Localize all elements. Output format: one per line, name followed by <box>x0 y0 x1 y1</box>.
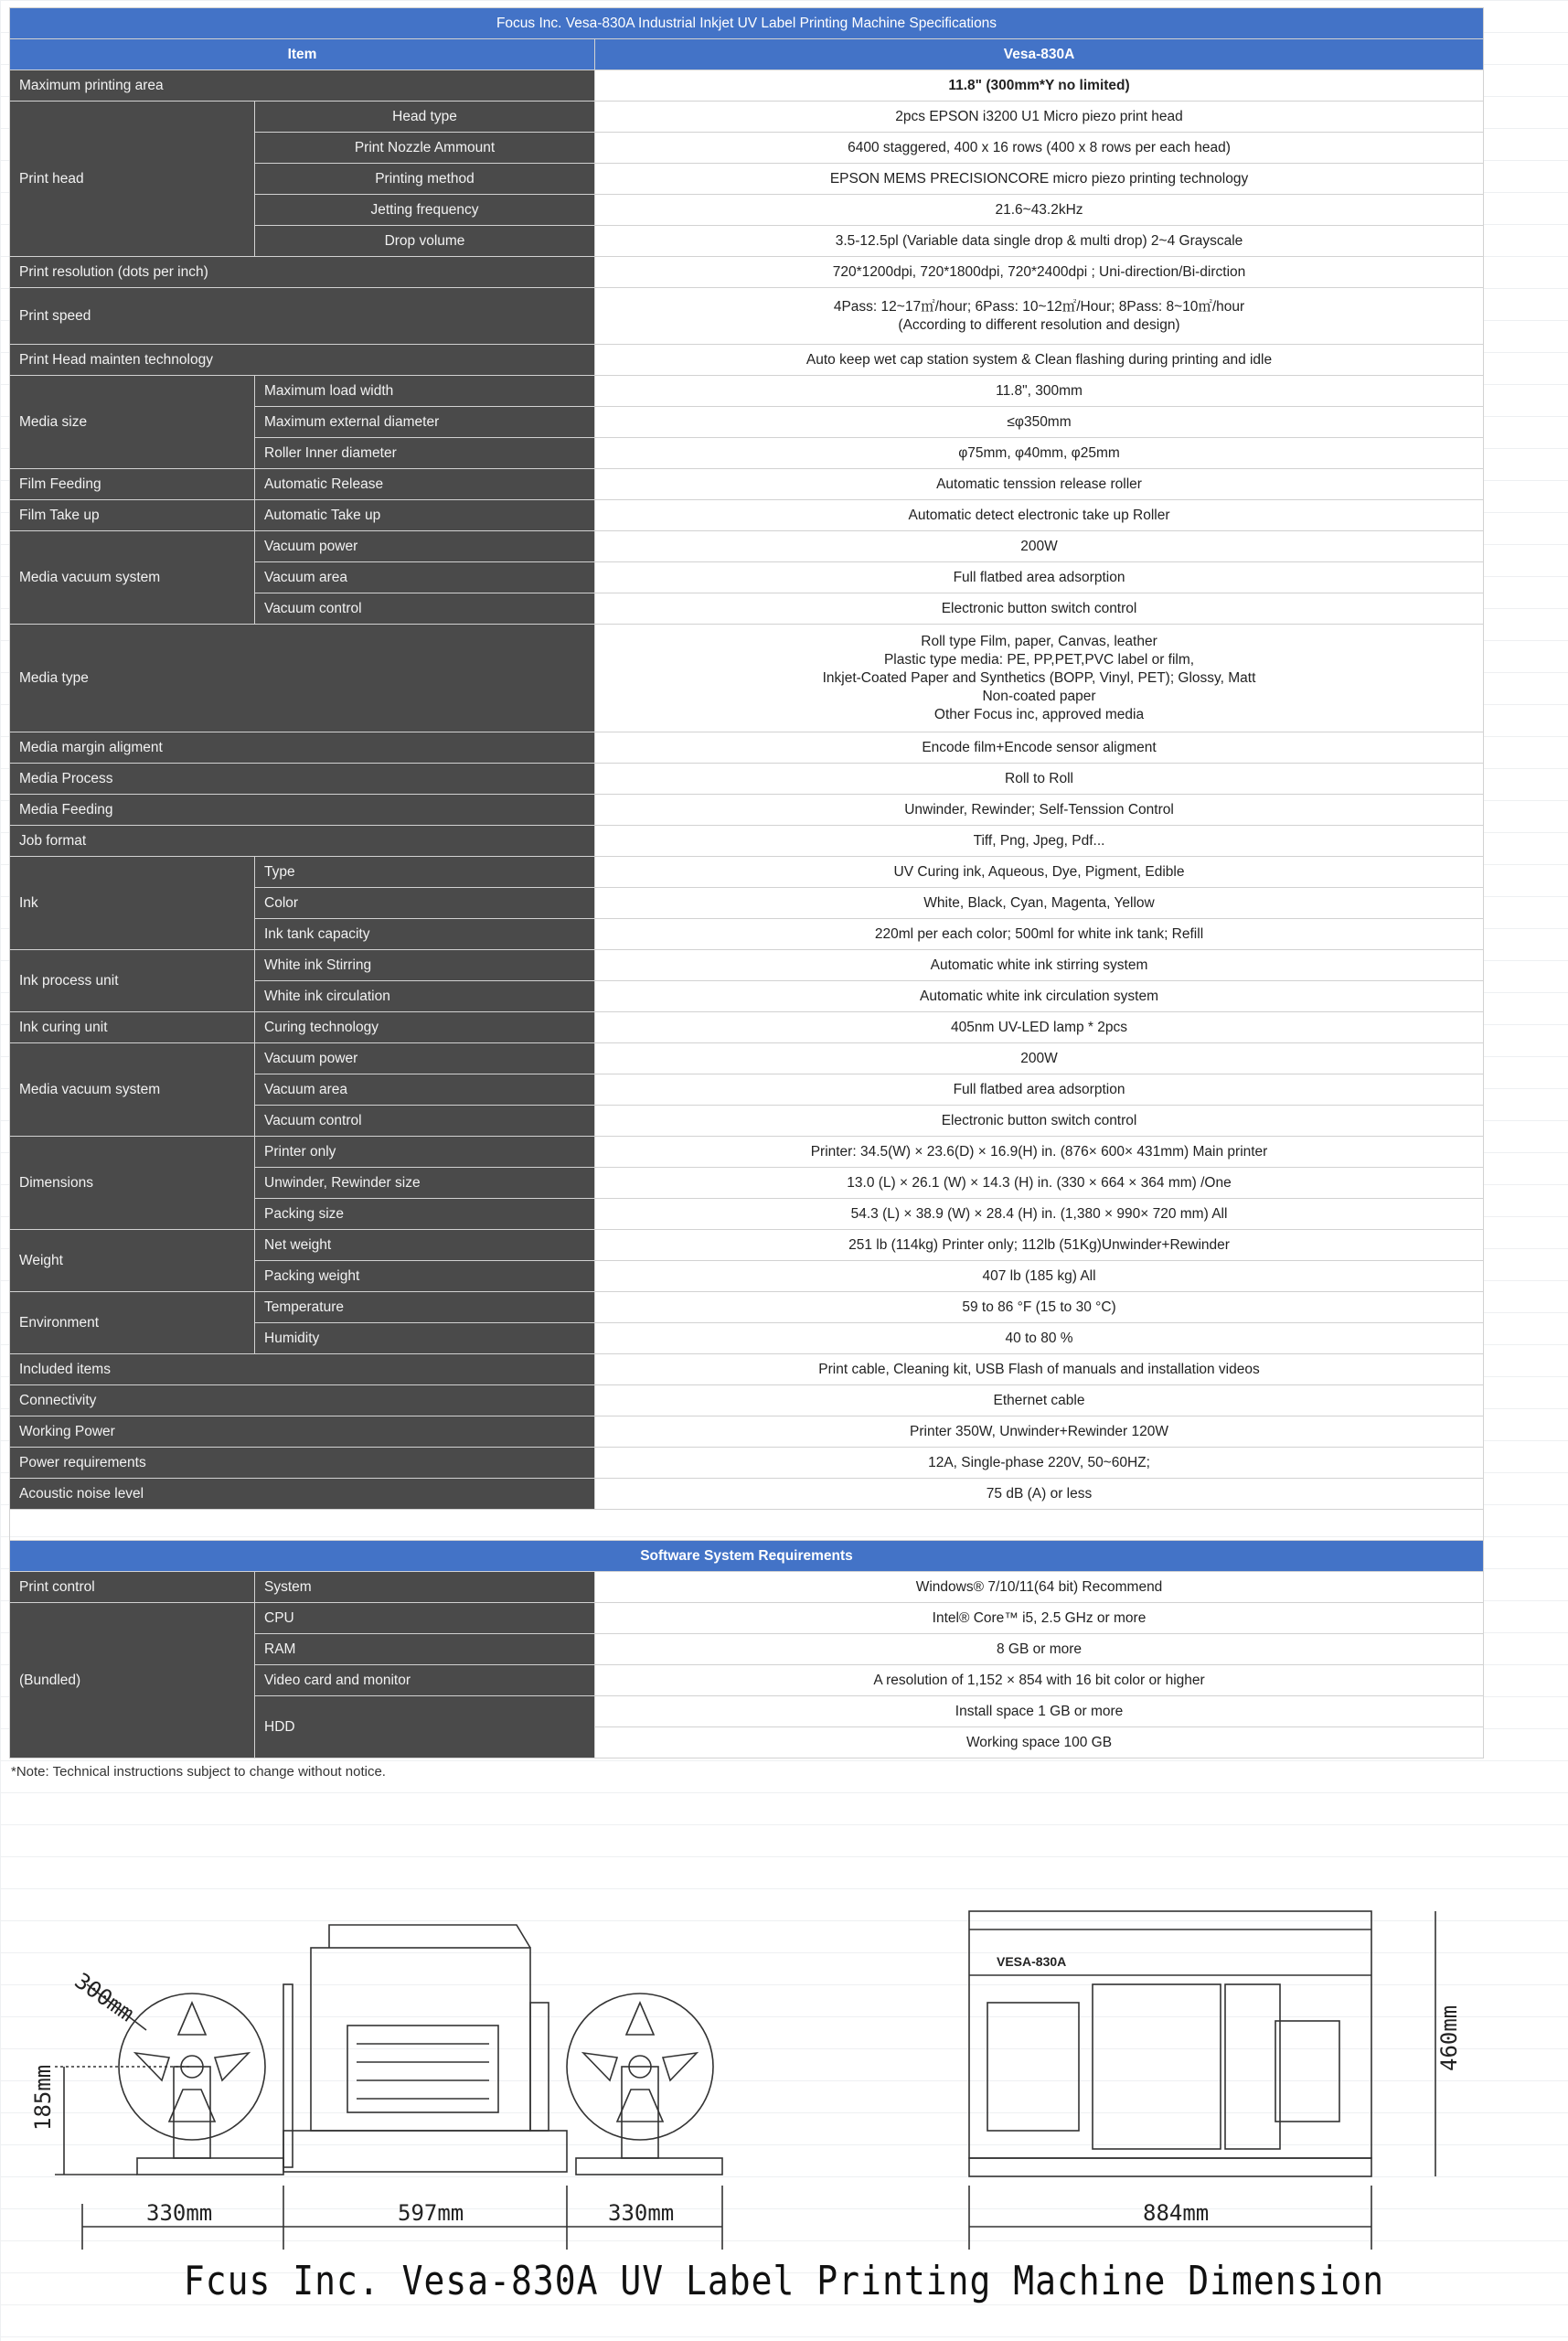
diameter-label: 300mm <box>69 1967 139 2027</box>
header-row <box>10 39 1484 70</box>
table-row <box>10 1603 1484 1634</box>
table-row <box>10 500 1484 531</box>
table-row <box>10 1448 1484 1479</box>
table-row <box>10 288 1484 345</box>
row-label: Media size <box>10 376 255 469</box>
value-cell: A resolution of 1,152 × 854 with 16 bit color or higher <box>595 1665 1484 1696</box>
spec-table <box>9 7 1484 1758</box>
value-cell: Roll to Roll <box>595 764 1484 795</box>
value-cell: ≤φ350mm <box>595 407 1484 438</box>
value-cell: White, Black, Cyan, Magenta, Yellow <box>595 888 1484 919</box>
value-cell: 2pcs EPSON i3200 U1 Micro piezo print head <box>595 102 1484 133</box>
value-cell: 720*1200dpi, 720*1800dpi, 720*2400dpi ; Uni-direction/Bi-dirction <box>595 257 1484 288</box>
value-line: Non-coated paper <box>982 688 1096 704</box>
right-width-label: 330mm <box>608 2200 675 2226</box>
row-label: (Bundled) <box>10 1603 255 1758</box>
sub-label: Roller Inner diameter <box>255 438 595 469</box>
value-cell: 8 GB or more <box>595 1634 1484 1665</box>
table-row <box>10 857 1484 888</box>
sub-label: Jetting frequency <box>255 195 595 226</box>
row-label: Print resolution (dots per inch) <box>10 257 595 288</box>
spacer-row <box>10 1510 1484 1541</box>
sub-label: Type <box>255 857 595 888</box>
value-cell: EPSON MEMS PRECISIONCORE micro piezo printing technology <box>595 164 1484 195</box>
sub-label: Temperature <box>255 1292 595 1323</box>
value-cell: Printer 350W, Unwinder+Rewinder 120W <box>595 1416 1484 1448</box>
value-line: Roll type Film, paper, Canvas, leather <box>921 633 1157 649</box>
sub-label: Packing size <box>255 1199 595 1230</box>
value-cell: 405nm UV-LED lamp * 2pcs <box>595 1012 1484 1043</box>
value-cell: 11.8", 300mm <box>595 376 1484 407</box>
software-header-row <box>10 1541 1484 1572</box>
value-cell: Install space 1 GB or more <box>595 1696 1484 1727</box>
value-cell: 3.5-12.5pl (Variable data single drop & multi drop) 2~4 Grayscale <box>595 226 1484 257</box>
model-plate-label: VESA-830A <box>997 1954 1067 1969</box>
row-label: Power requirements <box>10 1448 595 1479</box>
table-row <box>10 345 1484 376</box>
row-label: Media margin aligment <box>10 732 595 764</box>
row-label: Media Feeding <box>10 795 595 826</box>
row-label: Print Head mainten technology <box>10 345 595 376</box>
row-label: Connectivity <box>10 1385 595 1416</box>
table-row <box>10 1479 1484 1510</box>
sub-label: Humidity <box>255 1323 595 1354</box>
sub-label: Unwinder, Rewinder size <box>255 1168 595 1199</box>
value-cell: Electronic button switch control <box>595 1106 1484 1137</box>
value-cell: Working space 100 GB <box>595 1727 1484 1758</box>
value-cell: Automatic detect electronic take up Roller <box>595 500 1484 531</box>
row-label: Weight <box>10 1230 255 1292</box>
value-cell: 12A, Single-phase 220V, 50~60HZ; <box>595 1448 1484 1479</box>
footnote: *Note: Technical instructions subject to change without notice. <box>11 1764 386 1780</box>
table-row <box>10 1572 1484 1603</box>
table-row <box>10 625 1484 732</box>
row-label: Media vacuum system <box>10 531 255 625</box>
value-line: Other Focus inc, approved media <box>933 706 1145 722</box>
value-cell: 13.0 (L) × 26.1 (W) × 14.3 (H) in. (330 × 664 × 364 mm) /One <box>595 1168 1484 1199</box>
value-cell: 251 lb (114kg) Printer only; 112lb (51Kg)Unwinder+Rewinder <box>595 1230 1484 1261</box>
row-label: Print control <box>10 1572 255 1603</box>
value-cell: Full flatbed area adsorption <box>595 562 1484 593</box>
spec-sheet <box>9 7 1483 1790</box>
value-line: Inkjet-Coated Paper and Synthetics (BOPP, Vinyl, PET); Glossy, Matt <box>822 669 1256 686</box>
sub-label: Printing method <box>255 164 595 195</box>
sub-label: Vacuum power <box>255 1043 595 1074</box>
value-line: 4Pass: 12~17㎡/hour; 6Pass: 10~12㎡/Hour; 8Pass: 8~10㎡/hour <box>833 298 1245 315</box>
value-cell: 40 to 80 % <box>595 1323 1484 1354</box>
front-height-label: 460mm <box>1436 2004 1462 2071</box>
table-row <box>10 950 1484 981</box>
front-labels <box>997 1954 1462 2226</box>
sub-label: White ink Stirring <box>255 950 595 981</box>
table-row <box>10 732 1484 764</box>
sub-label: White ink circulation <box>255 981 595 1012</box>
value-cell: 200W <box>595 531 1484 562</box>
value-cell: Encode film+Encode sensor aligment <box>595 732 1484 764</box>
table-row <box>10 102 1484 133</box>
value-cell <box>595 625 1484 732</box>
row-label: Included items <box>10 1354 595 1385</box>
sub-label: Vacuum area <box>255 1074 595 1106</box>
value-cell: 200W <box>595 1043 1484 1074</box>
value-cell: 407 lb (185 kg) All <box>595 1261 1484 1292</box>
value-cell: Tiff, Png, Jpeg, Pdf... <box>595 826 1484 857</box>
dimension-svg <box>9 1884 1483 2268</box>
table-row <box>10 1137 1484 1168</box>
value-cell: Print cable, Cleaning kit, USB Flash of manuals and installation videos <box>595 1354 1484 1385</box>
row-label: Acoustic noise level <box>10 1479 595 1510</box>
row-label: Working Power <box>10 1416 595 1448</box>
sub-label: Video card and monitor <box>255 1665 595 1696</box>
row-label: Film Take up <box>10 500 255 531</box>
sub-label: HDD <box>255 1696 595 1758</box>
value-cell: Full flatbed area adsorption <box>595 1074 1484 1106</box>
sub-label: Maximum external diameter <box>255 407 595 438</box>
table-row <box>10 1043 1484 1074</box>
row-label: Job format <box>10 826 595 857</box>
value-cell: Unwinder, Rewinder; Self-Tenssion Control <box>595 795 1484 826</box>
value-cell: Automatic tenssion release roller <box>595 469 1484 500</box>
table-row <box>10 376 1484 407</box>
table-row <box>10 795 1484 826</box>
row-label: Media vacuum system <box>10 1043 255 1137</box>
value-cell: Windows® 7/10/11(64 bit) Recommend <box>595 1572 1484 1603</box>
sub-label: Vacuum area <box>255 562 595 593</box>
spacer <box>10 1510 1484 1541</box>
value-cell: 75 dB (A) or less <box>595 1479 1484 1510</box>
sub-label: Automatic Take up <box>255 500 595 531</box>
sub-label: Packing weight <box>255 1261 595 1292</box>
value-cell: 59 to 86 °F (15 to 30 °C) <box>595 1292 1484 1323</box>
front-width-label: 884mm <box>1143 2200 1210 2226</box>
table-row <box>10 531 1484 562</box>
software-title: Software System Requirements <box>10 1541 1484 1572</box>
value-cell: 54.3 (L) × 38.9 (W) × 28.4 (H) in. (1,380 × 990× 720 mm) All <box>595 1199 1484 1230</box>
sub-label: Maximum load width <box>255 376 595 407</box>
table-row <box>10 469 1484 500</box>
mid-width-label: 597mm <box>398 2200 464 2226</box>
sub-label: Head type <box>255 102 595 133</box>
table-row <box>10 764 1484 795</box>
value-line: (According to different resolution and design) <box>898 316 1180 333</box>
row-label: Ink process unit <box>10 950 255 1012</box>
row-label: Media type <box>10 625 595 732</box>
sub-label: Vacuum control <box>255 593 595 625</box>
table-row <box>10 1230 1484 1261</box>
header-model: Vesa-830A <box>595 39 1484 70</box>
value-cell: Printer: 34.5(W) × 23.6(D) × 16.9(H) in. (876× 600× 431mm) Main printer <box>595 1137 1484 1168</box>
row-label: Maximum printing area <box>10 70 595 102</box>
value-cell: Automatic white ink stirring system <box>595 950 1484 981</box>
value-cell: Electronic button switch control <box>595 593 1484 625</box>
table-row <box>10 70 1484 102</box>
table-row <box>10 1012 1484 1043</box>
value-cell: Automatic white ink circulation system <box>595 981 1484 1012</box>
row-label: Film Feeding <box>10 469 255 500</box>
row-label: Ink curing unit <box>10 1012 255 1043</box>
value-cell: Auto keep wet cap station system & Clean flashing during printing and idle <box>595 345 1484 376</box>
sub-label: Printer only <box>255 1137 595 1168</box>
row-label: Media Process <box>10 764 595 795</box>
value-cell <box>595 288 1484 345</box>
row-label: Dimensions <box>10 1137 255 1230</box>
row-label: Print head <box>10 102 255 257</box>
value-cell: 21.6~43.2kHz <box>595 195 1484 226</box>
left-width-label: 330mm <box>146 2200 213 2226</box>
sub-label: Curing technology <box>255 1012 595 1043</box>
sub-label: Vacuum power <box>255 531 595 562</box>
value-cell: UV Curing ink, Aqueous, Dye, Pigment, Edible <box>595 857 1484 888</box>
sub-label: Net weight <box>255 1230 595 1261</box>
side-labels <box>30 1968 674 2226</box>
table-row <box>10 826 1484 857</box>
sub-label: System <box>255 1572 595 1603</box>
dimension-drawing <box>9 1884 1483 2314</box>
sub-label: Color <box>255 888 595 919</box>
value-cell: Intel® Core™ i5, 2.5 GHz or more <box>595 1603 1484 1634</box>
row-label: Print speed <box>10 288 595 345</box>
height-label: 185mm <box>30 2064 56 2131</box>
sub-label: Automatic Release <box>255 469 595 500</box>
main-printer <box>311 1948 530 2131</box>
table-row <box>10 1354 1484 1385</box>
table-row <box>10 1416 1484 1448</box>
sub-label: Drop volume <box>255 226 595 257</box>
row-label: Ink <box>10 857 255 950</box>
table-row <box>10 257 1484 288</box>
value-cell: 6400 staggered, 400 x 16 rows (400 x 8 rows per each head) <box>595 133 1484 164</box>
value-cell: φ75mm, φ40mm, φ25mm <box>595 438 1484 469</box>
title-row <box>10 8 1484 39</box>
value-cell: Ethernet cable <box>595 1385 1484 1416</box>
table-row <box>10 1385 1484 1416</box>
row-label: Environment <box>10 1292 255 1354</box>
table-row <box>10 1292 1484 1323</box>
sub-label: RAM <box>255 1634 595 1665</box>
value-cell: 220ml per each color; 500ml for white ink tank; Refill <box>595 919 1484 950</box>
value-line: Plastic type media: PE, PP,PET,PVC label or film, <box>883 651 1195 668</box>
page-title: Focus Inc. Vesa-830A Industrial Inkjet UV Label Printing Machine Specifications <box>10 8 1484 39</box>
sub-label: Print Nozzle Ammount <box>255 133 595 164</box>
value-cell: 11.8" (300mm*Y no limited) <box>595 70 1484 102</box>
sub-label: Vacuum control <box>255 1106 595 1137</box>
sub-label: CPU <box>255 1603 595 1634</box>
header-item: Item <box>10 39 595 70</box>
drawing-caption: Fcus Inc. Vesa-830A UV Label Printing Machine Dimension <box>183 2257 1385 2304</box>
sub-label: Ink tank capacity <box>255 919 595 950</box>
